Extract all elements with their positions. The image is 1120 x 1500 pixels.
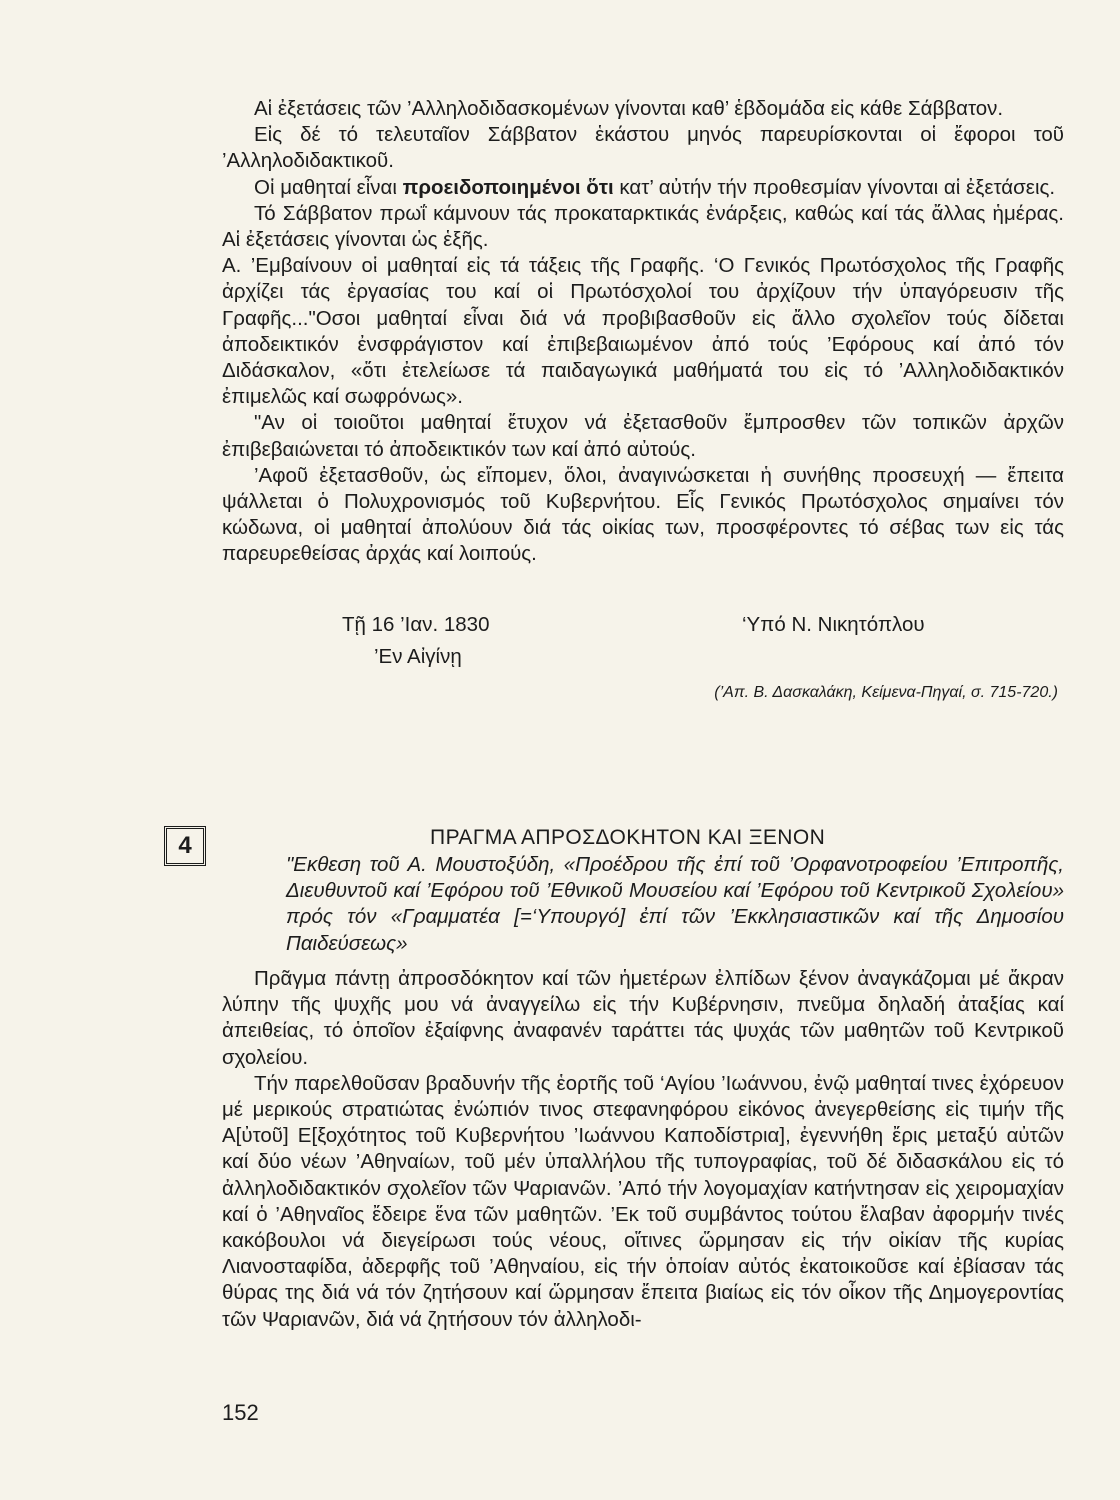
section-number-box: 4 [164, 826, 206, 866]
notice-bold-text: προειδοποιημένοι ὅτι [402, 175, 614, 199]
section-title: ΠΡΑΓΜΑ ΑΠΡΟΣΔΟΚΗΤΟΝ ΚΑΙ ΞΕΝΟΝ [430, 826, 826, 849]
top-section-text [222, 96, 1064, 568]
paragraph: "Αν οἱ τοιοῦτοι μαθηταί ἔτυχον νά ἐξετασθοῦν ἔμπροσθεν τῶν τοπικῶν ἀρχῶν ἐπιβεβαιώνεται τό ἀποδεικτικόν των καί ἀπό αὐτούς. [222, 411, 1064, 461]
paragraph: ’Αφοῦ ἐξετασθοῦν, ὡς εἴπομεν, ὅλοι, ἀναγινώσκεται ἡ συνήθης προσευχή — ἔπειτα ψάλλεται ὁ Πολυχρονισμός τοῦ Κυβερνήτου. Εἷς Γενικός Πρωτόσχολος σημαίνει τόν κώδωνα, οἱ μαθηταί ἀπολύουν διά τάς οἰκίας των, προσφέροντες τό σέβας των εἰς τάς παρευρεθείσας ἀρχάς καί λοιπούς. [222, 463, 1064, 566]
place-line: ’Εν Αἰγίνῃ [374, 645, 462, 668]
paragraph: Τήν παρελθοῦσαν βραδυνήν τῆς ἑορτῆς τοῦ ‘Αγίου ’Ιωάννου, ἐνῷ μαθηταί τινες ἐχόρευον μέ μερικούς στρατιώτας ἐνώπιόν τινος στεφανηφόρου εἰκόνος ἀνεγερθείσης εἰς τιμήν τῆς Α[ὐτοῦ] Ε[ξοχότητος τοῦ Κυβερνήτου ’Ιωάννου Καποδίστρια], ἐγεννήθη ἔρις μεταξύ αὐτῶν καί δύο νέων ’Αθηναίων, τοῦ μέν ὑπαλλήλου τῆς τυπογραφίας, τοῦ δέ διδασκάλου εἰς τό ἀλληλοδιδακτικόν σχολεῖον τῶν Ψαριανῶν. ’Από τήν λογομαχίαν κατήντησαν εἰς χειρομαχίαν καί ὁ ’Αθηναῖος ἔδειρε ἕνα τῶν μαθητῶν. ’Εκ τοῦ συμβάντος τούτου ἔλαβαν ἀφορμήν τινές κακόβουλοι νά διεγείρωσι τούς νέους, οἵτινες ὥρμησαν εἰς τήν οἰκίαν τῆς κυρίας Λιανοσταφίδα, ἀδερφῆς τοῦ ’Αθηναίου, εἰς τήν ὁποίαν αὐτός ἐκατοικοῦσε καί ἐβίασαν τάς θύρας της διά νά τόν ζητήσουν καί ὥρμησαν ἔπειτα βιαίως εἰς τόν οἶκον τῆς Δημογεροντίας τῶν Ψαριανῶν, διά νά ζητήσουν τόν ἀλληλοδι- [222, 1071, 1064, 1331]
date-line: Τῇ 16 ’Ιαν. 1830 [342, 613, 490, 636]
section-intro [286, 852, 1064, 957]
page-number: 152 [222, 1400, 259, 1425]
paragraph: Πρᾶγμα πάντῃ ἀπροσδόκητον καί τῶν ἡμετέρων ἐλπίδων ξένον ἀναγκάζομαι μέ ἄκραν λύπην τῆς ψυχῆς μου νά ἀναγγείλω εἰς τήν Κυβέρνησιν, πνεῦμα δηλαδή ἀταξίας καί ἀπειθείας, τό ὁποῖον ἐξαίφνης ἀναφανέν ταράττει τάς ψυχάς τῶν μαθητῶν τοῦ Κεντρικοῦ σχολείου. [222, 967, 1064, 1069]
signature: ‘Υπό Ν. Νικητόπλου [742, 613, 925, 636]
paragraph: Α. ’Εμβαίνουν οἱ μαθηταί εἰς τά τάξεις τῆς Γραφῆς. ‘Ο Γενικός Πρωτόσχολος τῆς Γραφῆς ἀρχίζει τάς ἐργασίας του καί οἱ Πρωτόσχολοί του ἀρχίζουν τήν ὑπαγόρευσιν τῆς Γραφῆς..."Οσοι μαθηταί εἶναι διά νά προβιβασθοῦν εἰς ἄλλο σχολεῖον τούς δίδεται ἀποδεικτικόν ἐνσφράγιστον καί ἐπιβεβαιωμένον ἀπό τούς ’Εφόρους καί ἀπό τόν Διδάσκαλον, «ὅτι ἐτελείωσε τά παιδαγωγικά μαθήματά του εἰς τό ’Αλληλοδιδακτικόν ἐπιμελῶς καί σωφρόνως». [222, 254, 1064, 409]
paragraph-notice [222, 175, 1064, 201]
paragraph: Αἱ ἐξετάσεις τῶν ’Αλληλοδιδασκομένων γίνονται καθ’ ἑβδομάδα εἰς κάθε Σάββατον. [254, 97, 1004, 120]
paragraph: Εἰς δέ τό τελευταῖον Σάββατον ἑκάστου μηνός παρευρίσκονται οἱ ἔφοροι τοῦ ’Αλληλοδιδακτικοῦ. [222, 123, 1064, 173]
paragraph: Τό Σάββατον πρωΐ κάμνουν τάς προκαταρκτικάς ἐνάρξεις, καθώς καί τάς ἄλλας ἡμέρας. Αἱ ἐξετάσεις γίνονται ὡς ἑξῆς. [222, 201, 1064, 252]
section-body [222, 966, 1064, 1333]
notice-text: Οἱ μαθηταί εἶναι [254, 175, 403, 199]
notice-text-end: κατ’ αὐτήν τήν προθεσμίαν γίνονται αἱ ἐξετάσεις. [613, 175, 1056, 199]
source-citation: (’Απ. Β. Δασκαλάκη, Κείμενα-Πηγαί, σ. 715-720.) [714, 684, 1058, 701]
section-intro-text: "Εκθεση τοῦ Α. Μουστοξύδη, «Προέδρου τῆς ἐπί τοῦ ’Ορφανοτροφείου ’Επιτροπῆς, Διευθυντοῦ καί ’Εφόρου τοῦ ’Εθνικοῦ Μουσείου καί ’Εφόρου τοῦ Κεντρικοῦ Σχολείου» πρός τόν «Γραμματέα [=‘Υπουργό] ἐπί τῶν ’Εκκλησιαστικῶν καί τῆς Δημοσίου Παιδεύσεως» [286, 853, 1064, 955]
